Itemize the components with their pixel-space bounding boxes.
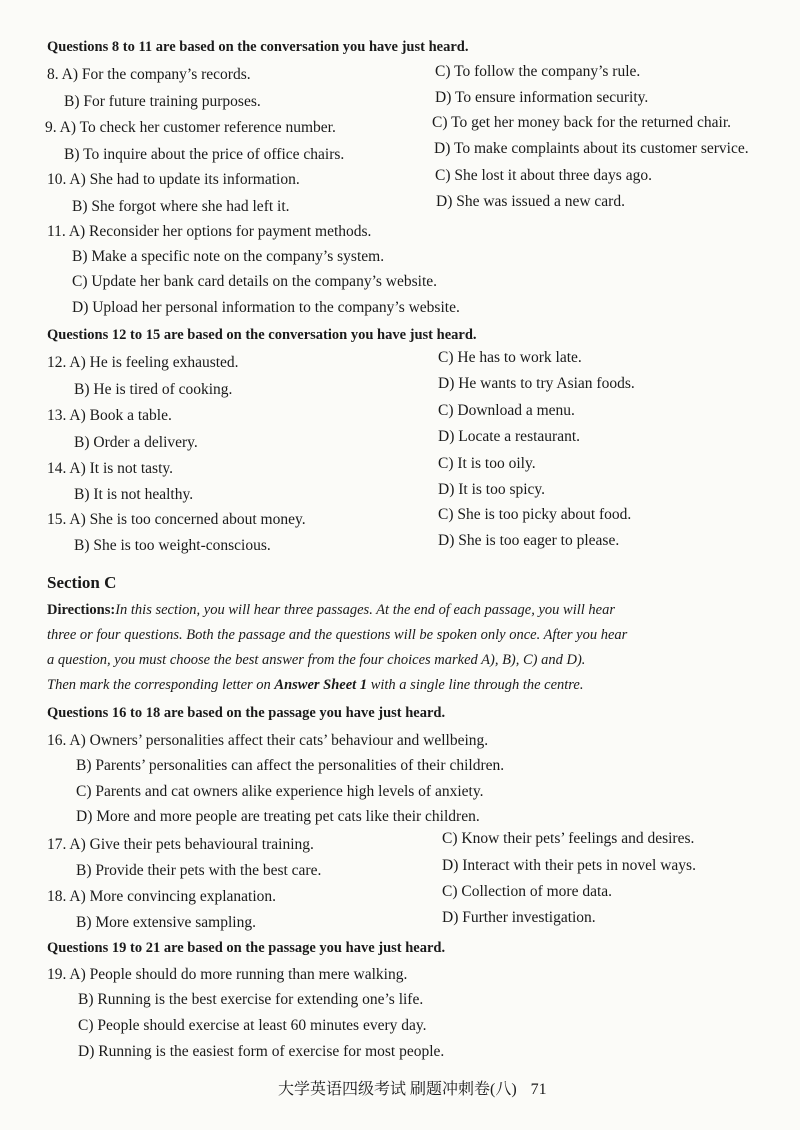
directions-text: Then mark the corresponding letter on xyxy=(47,677,275,693)
option-14a: 14. A) It is not tasty. xyxy=(47,460,174,477)
option-13b: B) Order a delivery. xyxy=(74,434,198,451)
option-19a: 19. A) People should do more running than mere walking. xyxy=(47,966,408,983)
directions-line-1 xyxy=(47,601,615,619)
option-9a: 9. A) To check her customer reference number. xyxy=(45,119,336,136)
option-17b: B) Provide their pets with the best care. xyxy=(76,862,322,879)
option-10a: 10. A) She had to update its information. xyxy=(47,171,300,188)
option-12b: B) He is tired of cooking. xyxy=(74,381,233,398)
option-15d: D) She is too eager to please. xyxy=(438,532,620,549)
option-13d: D) Locate a restaurant. xyxy=(438,428,581,445)
directions-line-4 xyxy=(47,676,583,694)
option-15c: C) She is too picky about food. xyxy=(438,506,632,523)
option-15a: 15. A) She is too concerned about money. xyxy=(47,511,306,528)
option-13c: C) Download a menu. xyxy=(438,402,575,419)
option-9c: C) To get her money back for the returned chair. xyxy=(432,114,732,131)
question-group-heading: Questions 16 to 18 are based on the passage you have just heard. xyxy=(47,705,446,721)
option-13a: 13. A) Book a table. xyxy=(47,407,172,424)
option-8b: B) For future training purposes. xyxy=(64,93,261,110)
option-10d: D) She was issued a new card. xyxy=(436,193,625,210)
option-16d: D) More and more people are treating pet cats like their children. xyxy=(76,808,480,825)
option-10b: B) She forgot where she had left it. xyxy=(72,198,290,215)
page-number: 71 xyxy=(530,1081,547,1098)
option-8c: C) To follow the company’s rule. xyxy=(435,63,641,80)
option-18d: D) Further investigation. xyxy=(442,909,596,926)
option-9d: D) To make complaints about its customer service. xyxy=(434,140,749,157)
option-16a: 16. A) Owners’ personalities affect their cats’ behaviour and wellbeing. xyxy=(47,732,489,749)
option-17d: D) Interact with their pets in novel ways. xyxy=(442,857,696,874)
option-11b: B) Make a specific note on the company’s system. xyxy=(72,248,385,265)
option-10c: C) She lost it about three days ago. xyxy=(435,167,652,184)
page-footer xyxy=(278,1081,547,1099)
footer-title: 大学英语四级考试 刷题冲刺卷(八) xyxy=(278,1081,517,1098)
option-12a: 12. A) He is feeling exhausted. xyxy=(47,354,239,371)
option-16c: C) Parents and cat owners alike experience high levels of anxiety. xyxy=(76,783,484,800)
option-19c: C) People should exercise at least 60 minutes every day. xyxy=(78,1017,427,1034)
question-group-heading: Questions 8 to 11 are based on the conversation you have just heard. xyxy=(47,39,469,55)
option-11a: 11. A) Reconsider her options for payment methods. xyxy=(47,223,372,240)
option-16b: B) Parents’ personalities can affect the personalities of their children. xyxy=(76,757,505,774)
option-8a: 8. A) For the company’s records. xyxy=(47,66,251,83)
option-17a: 17. A) Give their pets behavioural training. xyxy=(47,836,314,853)
question-group-heading: Questions 19 to 21 are based on the passage you have just heard. xyxy=(47,940,446,956)
option-18b: B) More extensive sampling. xyxy=(76,914,256,931)
directions-text: In this section, you will hear three passages. At the end of each passage, you will hear xyxy=(115,602,615,618)
section-title: Section C xyxy=(47,573,117,592)
option-8d: D) To ensure information security. xyxy=(435,89,649,106)
option-19d: D) Running is the easiest form of exercise for most people. xyxy=(78,1043,445,1060)
option-12c: C) He has to work late. xyxy=(438,349,582,366)
option-12d: D) He wants to try Asian foods. xyxy=(438,375,635,392)
directions-line-3: a question, you must choose the best answer from the four choices marked A), B), C) and D). xyxy=(47,652,586,668)
option-11d: D) Upload her personal information to the company’s website. xyxy=(72,299,460,316)
option-14d: D) It is too spicy. xyxy=(438,481,546,498)
option-17c: C) Know their pets’ feelings and desires. xyxy=(442,830,695,847)
option-9b: B) To inquire about the price of office chairs. xyxy=(64,146,345,163)
question-group-heading: Questions 12 to 15 are based on the conversation you have just heard. xyxy=(47,327,477,343)
option-11c: C) Update her bank card details on the company’s website. xyxy=(72,273,437,290)
answer-sheet-ref: Answer Sheet 1 xyxy=(274,677,368,693)
directions-label: Directions: xyxy=(47,602,116,618)
option-14b: B) It is not healthy. xyxy=(74,486,194,503)
option-15b: B) She is too weight-conscious. xyxy=(74,537,271,554)
option-18c: C) Collection of more data. xyxy=(442,883,613,900)
option-14c: C) It is too oily. xyxy=(438,455,536,472)
option-19b: B) Running is the best exercise for extending one’s life. xyxy=(78,991,424,1008)
directions-line-2: three or four questions. Both the passage and the questions will be spoken only once. After you hear xyxy=(47,627,628,643)
directions-text: with a single line through the centre. xyxy=(367,677,584,693)
option-18a: 18. A) More convincing explanation. xyxy=(47,888,277,905)
